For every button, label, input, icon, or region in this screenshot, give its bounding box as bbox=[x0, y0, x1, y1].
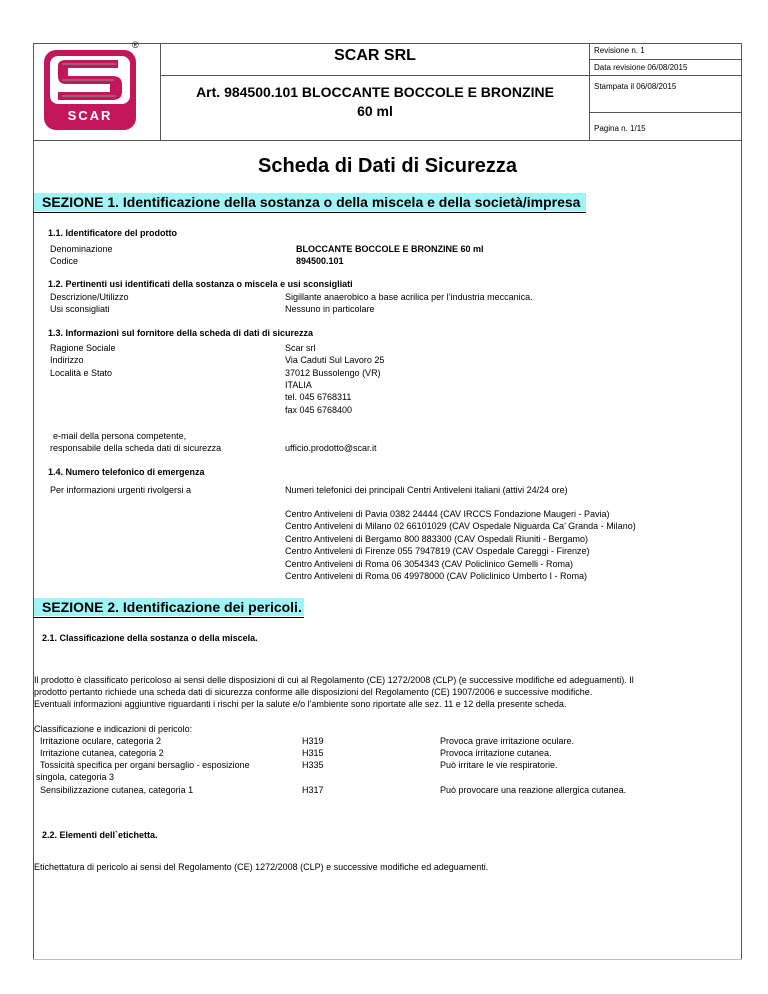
email-label-1: e-mail della persona competente, bbox=[53, 431, 187, 441]
header-left-border bbox=[33, 43, 34, 141]
hazard-text-1: Provoca irritazione cutanea. bbox=[440, 748, 552, 758]
header-bottom-border bbox=[33, 140, 742, 141]
product-code: 894500.101 bbox=[296, 256, 344, 266]
s12-value-0: Sigillante anaerobico a base acrilica per l’industria meccanica. bbox=[285, 292, 533, 302]
product-name: BLOCCANTE BOCCOLE E BRONZINE 60 ml bbox=[296, 244, 484, 254]
header-divider-2 bbox=[589, 43, 590, 141]
hazard-text-2: Può irritare le vie respiratorie. bbox=[440, 760, 558, 770]
supplier-address: Via Caduti Sul Lavoro 25 bbox=[285, 355, 385, 365]
supplier-name: Scar srl bbox=[285, 343, 316, 353]
registered-mark: ® bbox=[132, 40, 139, 50]
section-1-header bbox=[34, 193, 586, 211]
s12-label-1: Usi sconsigliati bbox=[50, 304, 110, 314]
s21-para-2: Eventuali informazioni aggiuntive riguardanti i rischi per la salute e/o l'ambiente sono riportate alle sez. 11 e 12 della presente scheda. bbox=[34, 699, 567, 709]
body-right-border bbox=[741, 140, 742, 960]
hazard-class-1: Irritazione cutanea, categoria 2 bbox=[40, 748, 164, 758]
revision-date: Data revisione 06/08/2015 bbox=[594, 63, 688, 72]
contact-email[interactable]: ufficio.prodotto@scar.it bbox=[285, 443, 377, 453]
document-title: Scheda di Dati di Sicurezza bbox=[258, 155, 517, 177]
s22-para: Etichettatura di pericolo ai sensi del Regolamento (CE) 1272/2008 (CLP) e successive modifiche ed adeguamenti. bbox=[34, 862, 489, 872]
header-right-border bbox=[741, 43, 742, 141]
scar-logo bbox=[44, 50, 136, 130]
revision-number: Revisione n. 1 bbox=[594, 46, 645, 55]
hazard-class-2: Tossicità specifica per organi bersaglio - esposizione bbox=[40, 760, 250, 770]
logo-text: SCAR bbox=[67, 108, 113, 123]
poison-center-0: Centro Antiveleni di Pavia 0382 24444 (CAV IRCCS Fondazione Maugeri - Pavia) bbox=[285, 509, 610, 519]
s21-para-1: prodotto pertanto richiede una scheda dati di sicurezza conforme alle disposizioni del Regolamento (CE) 1907/2006 e successive modifiche. bbox=[34, 687, 593, 697]
hazard-code-1: H315 bbox=[302, 748, 324, 758]
poison-center-5: Centro Antiveleni di Roma 06 49978000 (CAV Policlinico Umberto I - Roma) bbox=[285, 571, 587, 581]
header-hline-r1 bbox=[589, 59, 742, 60]
body-bottom-border bbox=[33, 959, 742, 960]
section-2-title: SEZIONE 2. Identificazione dei pericoli. bbox=[42, 599, 302, 615]
s21-para-0: Il prodotto è classificato pericoloso ai sensi delle disposizioni di cui al Regolamento (CE) 1272/2008 (CLP) (e successive modifiche ed adeguamenti). Il bbox=[34, 675, 634, 685]
section-1-title: SEZIONE 1. Identificazione della sostanza o della miscela e della società/impresa bbox=[42, 194, 581, 210]
supplier-country: ITALIA bbox=[285, 380, 312, 390]
header-top-border bbox=[33, 43, 742, 44]
supplier-tel: tel. 045 6768311 bbox=[285, 392, 352, 402]
hazard-class-3: Sensibilizzazione cutanea, categoria 1 bbox=[40, 785, 194, 795]
company-name: SCAR SRL bbox=[334, 47, 416, 64]
poison-center-3: Centro Antiveleni di Firenze 055 7947819 (CAV Ospedale Careggi - Firenze) bbox=[285, 546, 590, 556]
hazard-text-3: Può provocare una reazione allergica cutanea. bbox=[440, 785, 627, 795]
s14-title: 1.4. Numero telefonico di emergenza bbox=[48, 467, 205, 477]
supplier-fax: fax 045 6768400 bbox=[285, 405, 353, 415]
hazard-code-0: H319 bbox=[302, 736, 324, 746]
header-hline-r2 bbox=[589, 75, 742, 76]
s12-label-0: Descrizione/Utilizzo bbox=[50, 292, 129, 302]
s14-label: Per informazioni urgenti rivolgersi a bbox=[50, 485, 192, 495]
s21-title: 2.1. Classificazione della sostanza o della miscela. bbox=[42, 633, 258, 643]
hazard-text-0: Provoca grave irritazione oculare. bbox=[440, 736, 575, 746]
header-hline-r3 bbox=[589, 112, 742, 113]
print-date: Stampata il 06/08/2015 bbox=[594, 82, 677, 91]
section-2-header bbox=[34, 598, 304, 616]
page-number: Pagina n. 1/15 bbox=[594, 124, 646, 133]
s13-label-2: Località e Stato bbox=[50, 368, 113, 378]
s14-intro: Numeri telefonici dei principali Centri Antiveleni italiani (attivi 24/24 ore) bbox=[285, 485, 568, 495]
supplier-city: 37012 Bussolengo (VR) bbox=[285, 368, 381, 378]
s13-title: 1.3. Informazioni sul fornitore della scheda di dati di sicurezza bbox=[48, 328, 314, 338]
poison-center-4: Centro Antiveleni di Roma 06 3054343 (CAV Policlinico Gemelli - Roma) bbox=[285, 559, 573, 569]
article-size: 60 ml bbox=[357, 103, 393, 119]
hazard-code-2: H335 bbox=[302, 760, 324, 770]
poison-center-1: Centro Antiveleni di Milano 02 66101029 (CAV Ospedale Niguarda Ca’ Granda - Milano) bbox=[285, 521, 636, 531]
header-hline-middle bbox=[160, 75, 590, 76]
s13-label-0: Ragione Sociale bbox=[50, 343, 116, 353]
s11-label-1: Codice bbox=[50, 256, 79, 266]
hazard-class-0: Irritazione oculare, categoria 2 bbox=[40, 736, 162, 746]
s11-title: 1.1. Identificatore del prodotto bbox=[48, 228, 178, 238]
hazard-code-3: H317 bbox=[302, 785, 324, 795]
hazard-class-2-cont: singola, categoria 3 bbox=[36, 772, 115, 782]
class-intro: Classificazione e indicazioni di pericolo: bbox=[34, 724, 193, 734]
body-left-border bbox=[33, 140, 34, 960]
s22-title: 2.2. Elementi dell`etichetta. bbox=[42, 830, 158, 840]
s12-value-1: Nessuno in particolare bbox=[285, 304, 375, 314]
s11-label-0: Denominazione bbox=[50, 244, 113, 254]
s13-label-1: Indirizzo bbox=[50, 355, 84, 365]
poison-center-2: Centro Antiveleni di Bergamo 800 883300 (CAV Ospedali Riuniti - Bergamo) bbox=[285, 534, 588, 544]
email-label-2: responsabile della scheda dati di sicurezza bbox=[50, 443, 222, 453]
s12-title: 1.2. Pertinenti usi identificati della sostanza o miscela e usi sconsigliati bbox=[48, 279, 353, 289]
article-title: Art. 984500.101 BLOCCANTE BOCCOLE E BRONZINE bbox=[196, 84, 554, 100]
